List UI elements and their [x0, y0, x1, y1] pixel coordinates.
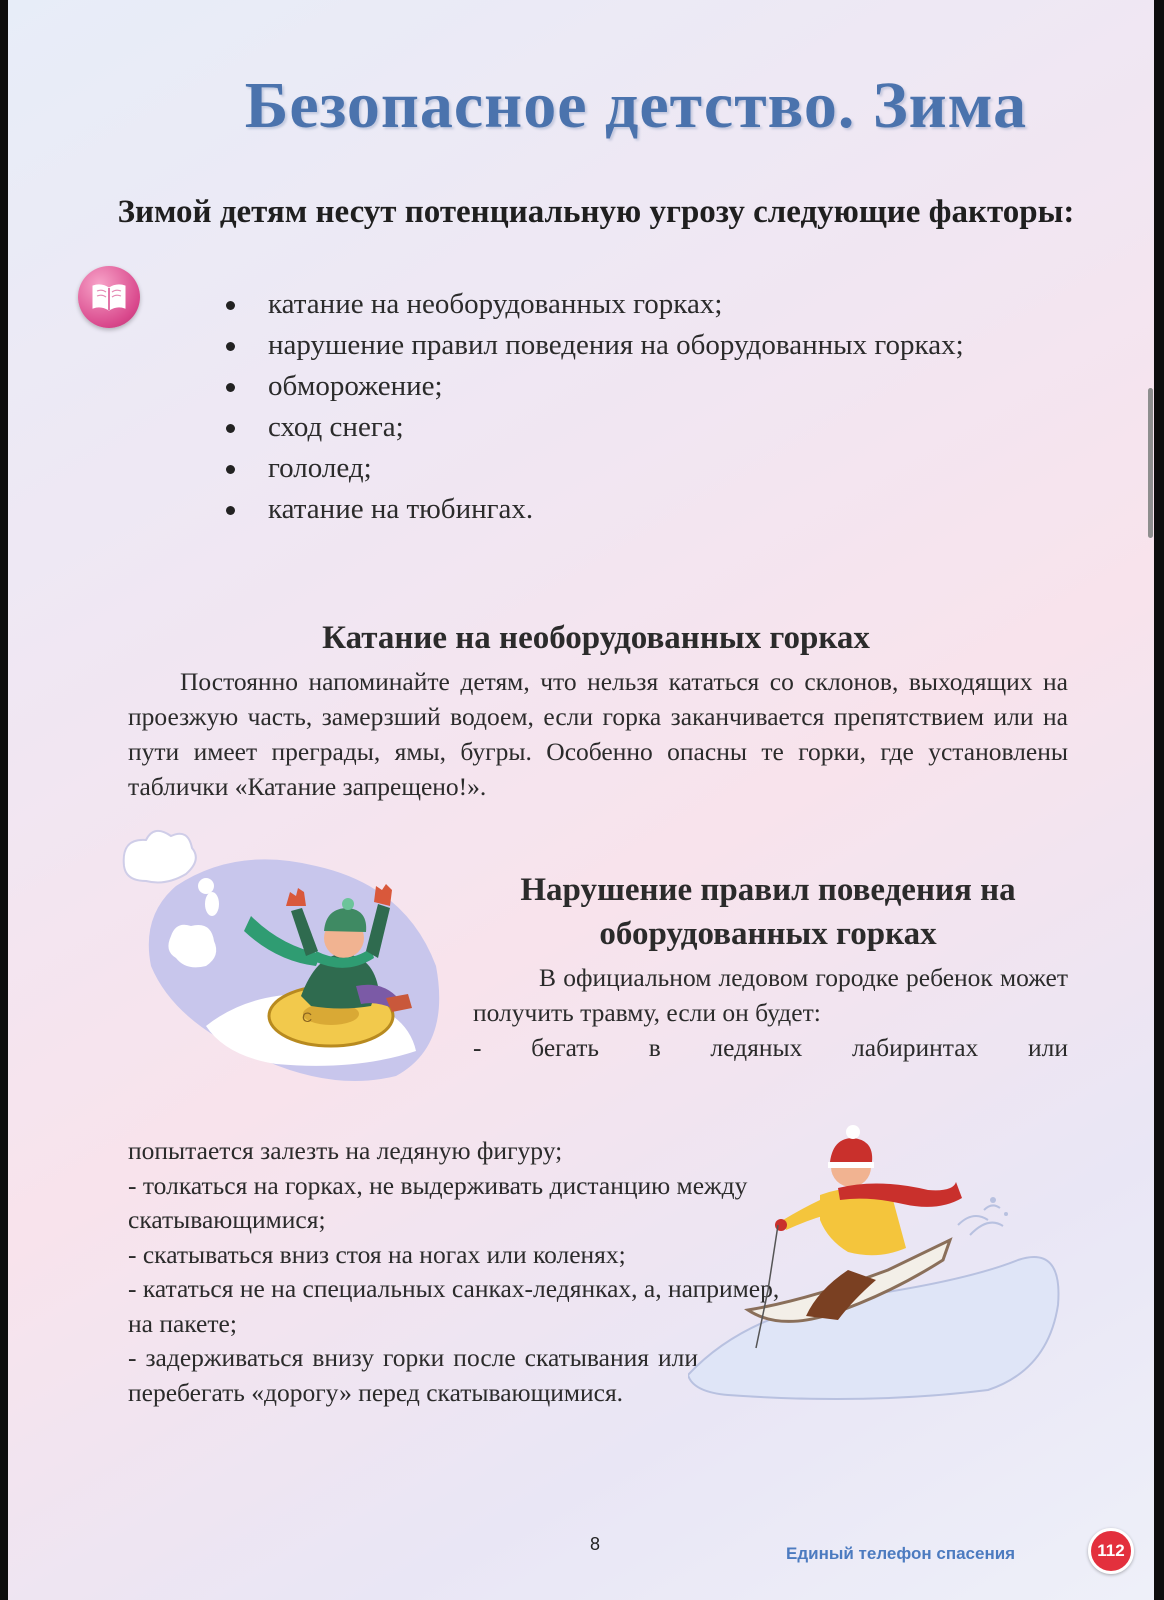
section-text-equipped-slides	[473, 960, 1068, 1065]
section-heading-unequipped-slides: Катание на необорудованных горках	[322, 620, 870, 656]
page-title: Безопасное детство. Зима	[244, 69, 1028, 142]
list-item: нарушение правил поведения на оборудованных горках;	[260, 328, 1020, 362]
document-page	[8, 0, 1154, 1600]
rule-item: - скатываться вниз стоя на ногах или коленях;	[128, 1239, 626, 1269]
emergency-112-badge: 112	[1088, 1528, 1134, 1574]
tubing-child-illustration	[116, 826, 456, 1096]
rule-item-continuation: попытается залезть на ледяную фигуру;	[128, 1136, 563, 1165]
list-item: гололед;	[260, 451, 1020, 485]
section2-intro: В официальном ледовом городке ребенок может получить травму, если он будет:	[473, 963, 1068, 1027]
section-text-unequipped-slides: Постоянно напоминайте детям, что нельзя кататься со склонов, выходящих на проезжую часть, замерзший водоем, если горка заканчивается препятствием или на пути имеет преграды, ямы, бугры. Особенно опасны те горки, где установлены таблички «Катание запрещено!».	[128, 667, 1068, 801]
page-number: 8	[590, 1534, 601, 1554]
list-item: обморожение;	[260, 369, 1020, 403]
rule-item: - кататься не на специальных санках-ледянках, а, например, на пакете;	[128, 1274, 780, 1338]
rule-item: - толкаться на горках, не выдерживать дистанцию между скатывающимися;	[128, 1170, 748, 1234]
footer-hotline-text: Единый телефон спасения	[786, 1544, 1016, 1563]
list-item: сход снега;	[260, 410, 1020, 444]
list-item: катание на необорудованных горках;	[260, 287, 1020, 321]
rule-item: - бегать в ледяных лабиринтах или	[473, 1033, 1068, 1062]
factors-list	[260, 287, 1020, 533]
rule-item: - задерживаться внизу горки после скатывания или перебегать «дорогу» перед скатывающимися.	[128, 1343, 698, 1407]
svg-text:С: С	[302, 1009, 313, 1025]
section-heading-equipped-slides: Нарушение правил поведения на оборудованных горках	[520, 872, 1016, 952]
scrollbar[interactable]	[1148, 388, 1153, 538]
list-item: катание на тюбингах.	[260, 492, 1020, 526]
sledding-child-illustration	[688, 1120, 1068, 1410]
intro-text: Зимой детям несут потенциальную угрозу следующие факторы:	[117, 194, 1075, 230]
book-icon	[78, 266, 140, 328]
